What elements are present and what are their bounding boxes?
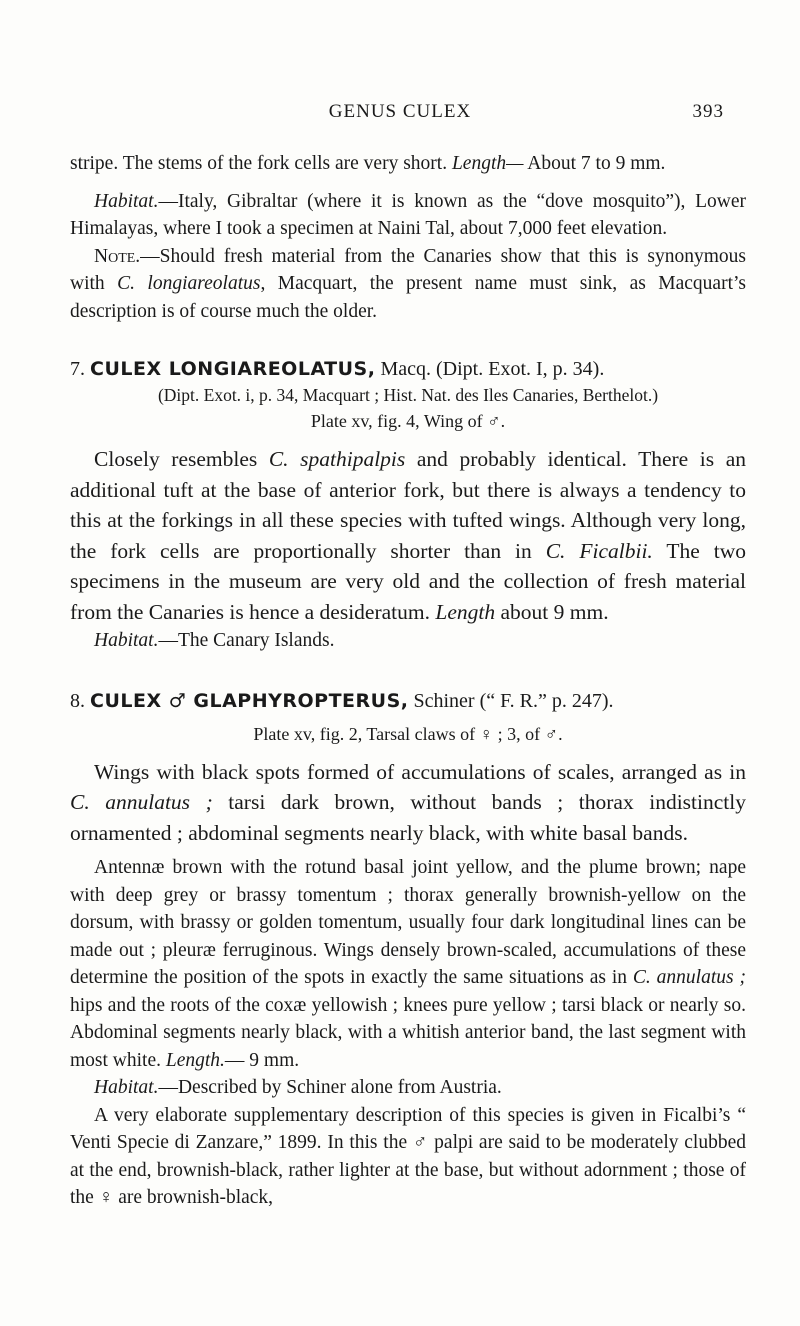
species-8-plate: Plate xv, fig. 2, Tarsal claws of ♀ ; 3, of ♂. [253, 723, 563, 744]
species-8-supplementary: A very elaborate supplementary description of this species is given in Ficalbi’s “ Venti Specie di Zanzare,” 1899. In this the ♂ palpi are said to be moderately clubbed at the end, brownish-black, rather lighter at the base, but without adornment ; those of the ♀ are brownish-black, [70, 1104, 746, 1208]
species-8-detail: Antennæ brown with the rotund basal joint yellow, and the plume brown; nape with deep grey or brassy tomentum ; thorax generally brownish-yellow on the dorsum, with brassy or golden tomentum, usually four dark longitudinal lines can be made out ; pleuræ ferruginous. Wings densely brown-scaled, accumulations of these determine the position of the spots in exactly the same situations as in C. annulatus ; hips and the roots of the coxæ yellowish ; knees pure yellow ; tarsi black or nearly so. Abdominal segments nearly black, with a whitish anterior band, the last segment with most white. Length.— 9 mm. [70, 857, 746, 1071]
species-7-description: Closely resembles C. spathipalpis and probably identical. There is an additional tuft at the base of anterior fork, but there is always a tendency to this at the forkings in all these species with tufted wings. Although very long, the fork cells are proportionally shorter than in C. Ficalbii. The two specimens in the museum are very old and the collection of fresh material from the Canaries is hence a desideratum. Length about 9 mm. [70, 447, 747, 624]
species-7-heading: 7. CULEX LONGIAREOLATUS, Macq. (Dipt. Exot. I, p. 34). [70, 358, 605, 380]
species-8-diagnosis: Wings with black spots formed of accumulations of scales, arranged as in C. annulatus ; tarsi dark brown, without bands ; thorax indistinctly ornamented ; abdominal segments nearly black, with white basal bands. [70, 759, 746, 845]
intro-note: Note.—Should fresh material from the Canaries show that this is synonymous with C. longiareolatus, Macquart, the present name must sink, as Macquart’s description is of course much the older. [70, 245, 746, 322]
page-body [70, 150, 746, 1212]
intro-habitat: Habitat.—Italy, Gibraltar (where it is known as the “dove mosquito”), Lower Himalayas, where I took a specimen at Naini Tal, about 7,000 feet elevation. [70, 190, 746, 239]
running-title: GENUS CULEX [328, 101, 472, 122]
intro-paragraph: stripe. The stems of the fork cells are very short. Length— About 7 to 9 mm. [70, 153, 666, 174]
page-number: 393 [692, 101, 724, 122]
species-8-heading: 8. CULEX ♂ GLAPHYROPTERUS, Schiner (“ F. R.” p. 247). [70, 689, 614, 712]
species-7-habitat: Habitat.—The Canary Islands. [94, 630, 335, 651]
species-7-references: (Dipt. Exot. i, p. 34, Macquart ; Hist. Nat. des Iles Canaries, Berthelot.) [157, 385, 659, 405]
species-8-habitat: Habitat.—Described by Schiner alone from Austria. [94, 1077, 502, 1098]
species-7-plate: Plate xv, fig. 4, Wing of ♂. [310, 411, 506, 431]
